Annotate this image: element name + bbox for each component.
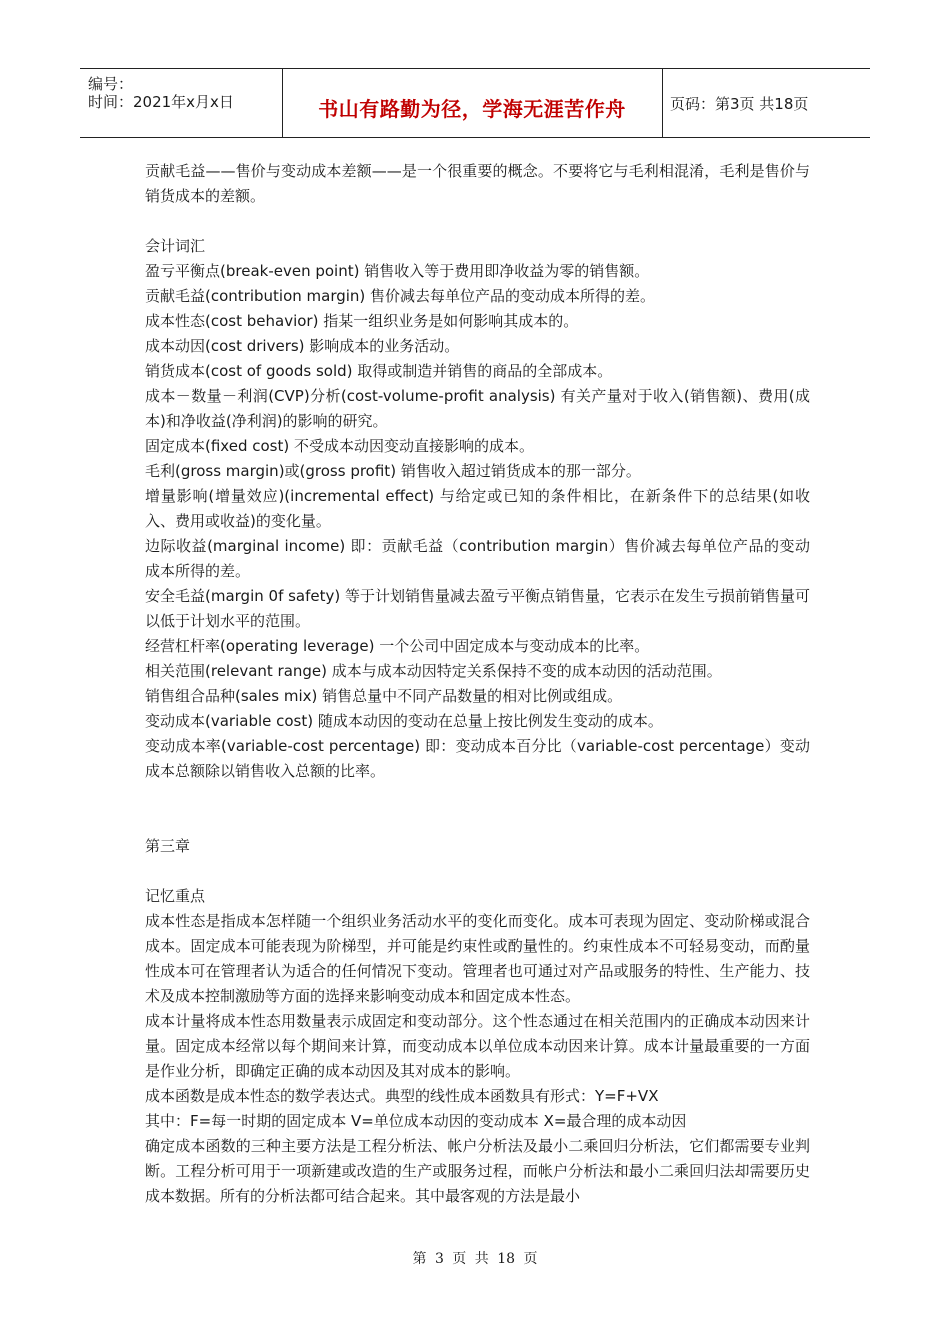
header-meta-cell bbox=[80, 69, 283, 137]
memory-paragraph: 成本性态是指成本怎样随一个组织业务活动水平的变化而变化。成本可表现为固定、变动阶梯或混合成本。固定成本可能表现为阶梯型，并可能是约束性或酌量性的。约束性成本不可轻易变动，而酌量性成本可在管理者认为适合的任何情况下变动。管理者也可通过对产品或服务的特性、生产能力、技术及成本控制激励等方面的选择来影响变动成本和固定成本性态。 bbox=[145, 912, 810, 1005]
glossary-entry: 成本－数量－利润(CVP)分析(cost-volume-profit analysis) 有关产量对于收入(销售额)、费用(成本)和净收益(净利润)的影响的研究。 bbox=[145, 387, 810, 430]
document-body bbox=[145, 159, 810, 1209]
glossary-entry: 相关范围(relevant range) 成本与成本动因特定关系保持不变的成本动因的活动范围。 bbox=[145, 662, 722, 680]
serial-number-label: 编号： bbox=[88, 75, 134, 93]
glossary-entry: 盈亏平衡点(break-even point) 销售收入等于费用即净收益为零的销售额。 bbox=[145, 262, 650, 280]
memory-paragraph: 确定成本函数的三种主要方法是工程分析法、帐户分析法及最小二乘回归分析法，它们都需要专业判断。工程分析可用于一项新建或改造的生产或服务过程，而帐户分析法和最小二乘回归法却需要历史成本数据。所有的分析法都可结合起来。其中最客观的方法是最小 bbox=[145, 1137, 810, 1205]
glossary-entry: 变动成本(variable cost) 随成本动因的变动在总量上按比例发生变动的成本。 bbox=[145, 712, 663, 730]
header-page-cell bbox=[662, 69, 870, 137]
glossary-entry: 销售组合品种(sales mix) 销售总量中不同产品数量的相对比例或组成。 bbox=[145, 687, 623, 705]
memory-paragraph: 其中：F=每一时期的固定成本 V=单位成本动因的变动成本 X=最合理的成本动因 bbox=[145, 1112, 687, 1130]
glossary-entry: 毛利(gross margin)或(gross profit) 销售收入超过销货成本的那一部分。 bbox=[145, 462, 641, 480]
glossary-entry: 销货成本(cost of goods sold) 取得或制造并销售的商品的全部成本。 bbox=[145, 362, 613, 380]
glossary-title: 会计词汇 bbox=[145, 237, 206, 255]
memory-title: 记忆重点 bbox=[145, 887, 206, 905]
memory-paragraph: 成本计量将成本性态用数量表示成固定和变动部分。这个性态通过在相关范围内的正确成本动因来计量。固定成本经常以每个期间来计算，而变动成本以单位成本动因来计算。成本计量最重要的一方面是作业分析，即确定正确的成本动因及其对成本的影响。 bbox=[145, 1012, 810, 1080]
glossary-entry: 增量影响(增量效应)(incremental effect) 与给定或已知的条件相比，在新条件下的总结果(如收入、费用或收益)的变化量。 bbox=[145, 487, 810, 530]
glossary-entry: 固定成本(fixed cost) 不受成本动因变动直接影响的成本。 bbox=[145, 437, 534, 455]
glossary-entry: 成本性态(cost behavior) 指某一组织业务是如何影响其成本的。 bbox=[145, 312, 579, 330]
glossary-entry: 边际收益(marginal income) 即：贡献毛益（contribution margin）售价减去每单位产品的变动成本所得的差。 bbox=[145, 537, 810, 580]
glossary-entry: 经营杠杆率(operating leverage) 一个公司中固定成本与变动成本的比率。 bbox=[145, 637, 650, 655]
glossary-entry: 变动成本率(variable-cost percentage) 即：变动成本百分比（variable-cost percentage）变动成本总额除以销售收入总额的比率。 bbox=[145, 737, 810, 780]
memory-paragraph: 成本函数是成本性态的数学表达式。典型的线性成本函数具有形式：Y=F+VX bbox=[145, 1087, 659, 1105]
chapter-title: 第三章 bbox=[145, 837, 191, 855]
header-motto: 书山有路勤为径，学海无涯苦作舟 bbox=[318, 97, 626, 121]
glossary-entry: 贡献毛益(contribution margin) 售价减去每单位产品的变动成本所得的差。 bbox=[145, 287, 656, 305]
page-footer: 第 3 页 共 18 页 bbox=[412, 1251, 538, 1267]
page-header bbox=[80, 68, 870, 138]
glossary-entry: 成本动因(cost drivers) 影响成本的业务活动。 bbox=[145, 337, 460, 355]
intro-paragraph: 贡献毛益——售价与变动成本差额——是一个很重要的概念。不要将它与毛利相混淆，毛利是售价与销货成本的差额。 bbox=[145, 162, 810, 205]
glossary-entry: 安全毛益(margin 0f safety) 等于计划销售量减去盈亏平衡点销售量，它表示在发生亏损前销售量可以低于计划水平的范围。 bbox=[145, 587, 811, 630]
header-motto-cell bbox=[282, 69, 663, 137]
date-label: 时间：2021年x月x日 bbox=[88, 93, 234, 111]
header-page-number: 页码：第3页 共18页 bbox=[670, 95, 809, 113]
